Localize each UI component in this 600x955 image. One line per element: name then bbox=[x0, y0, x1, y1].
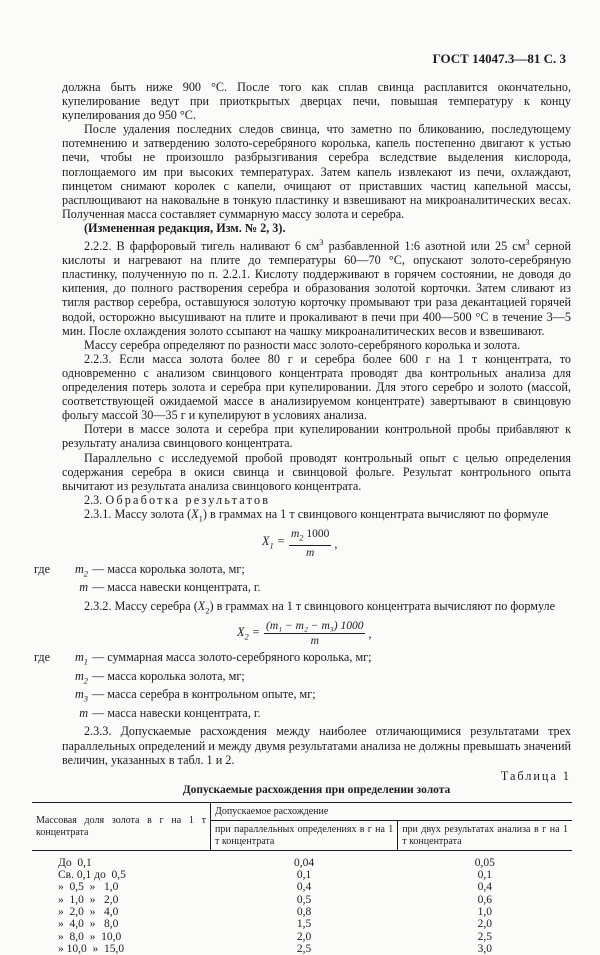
table-number: Таблица 1 bbox=[500, 768, 571, 783]
formula-silver: $X_2$ = $\frac{\text{(m₁ − m₂ − m₃) 1000}}{m}$ , bbox=[237, 620, 372, 648]
table-row: » 1,0 » 2,0 0,5 0,6 bbox=[58, 893, 493, 906]
paragraph-2-2-3: 2.2.3. Если масса золота более 80 г и серебра более 600 г на 1 т концентрата, то одновременно с анализом свинцового концентрата проводят два контрольных анализа для определения потерь золота и серебра при купелировании. Для этого серебро и золото (массой, соответствующей ожидаемой массе в анализируемом концентрате) завертывают в свинцовую фольгу массой 30—35 г и купелируют в условиях анализа. bbox=[62, 351, 571, 423]
amendment-note: (Измененная редакция, Изм. № 2, 3). bbox=[84, 220, 286, 235]
tolerance-table bbox=[32, 802, 572, 955]
paragraph-2-3-1: 2.3.1. Массу золота $(X_1)$ в граммах на 1 т свинцового концентрата вычисляют по формуле bbox=[84, 506, 549, 524]
paragraph-2-3-3: 2.3.3. Допускаемые расхождения между наиболее отличающимися результатами трех параллельных определений и между двумя результатами анализа не должны превышать значений величин, указанных в табл. 1 и 2. bbox=[62, 724, 571, 767]
column-header-range: Массовая доля золота в г на 1 т концентрата bbox=[32, 802, 211, 851]
paragraph: Массу серебра определяют по разности масс золото-серебряного королька и золота. bbox=[84, 337, 521, 352]
legend-silver: где $m_1$ — суммарная масса золото-серебряного королька, мг; $m_2$ — масса королька золота, мг; $m_3$ — масса серебра в контрольном опыте, мг; m — масса навески концентрата, г. bbox=[34, 650, 372, 720]
paragraph: После удаления последних следов свинца, что заметно по бликованию, последующему потемнению и затвердению золото-серебряного королька, капель постепенно двигают к устью печи, чтобы не произошло разбрызгивания серебра вследствие выделения кислорода, поглощаемого им при высоких температурах. Затем капель извлекают из печи, охлаждают, пинцетом снимают королек с капели, очищают от приставших частиц капельной массы, расплющивают на наковальне в тонкую пластинку и взвешивают на микроаналитических весах. Полученная масса составляет суммарную массу золота и серебра. bbox=[62, 122, 571, 221]
table-row: » 0,5 » 1,0 0,4 0,4 bbox=[58, 881, 493, 894]
table-row: » 10,0 » 15,0 2,5 3,0 bbox=[58, 942, 493, 955]
table-row: » 8,0 » 10,0 2,0 2,5 bbox=[58, 930, 493, 943]
column-group-header: Допускаемое расхождение bbox=[211, 802, 573, 821]
paragraph: Потери в массе золота и серебра при купелировании контрольной пробы прибавляют к результату анализа свинцового концентрата. bbox=[62, 422, 571, 451]
table-row: » 4,0 » 8,0 1,5 2,0 bbox=[58, 918, 493, 931]
table-row: До 0,1 0,04 0,05 bbox=[58, 856, 495, 869]
paragraph: должна быть ниже 900 °С. После того как сплав свинца расплавится окончательно, купелирование ведут при приоткрытых дверцах печи, повышая температуру к концу купелирования до 950 °С. bbox=[62, 80, 571, 123]
column-header-two-results: при двух результатах анализа в г на 1 т концентрата bbox=[398, 821, 572, 851]
page-header: ГОСТ 14047.3—81 С. 3 bbox=[432, 51, 566, 66]
paragraph: Параллельно с исследуемой пробой проводят контрольный опыт с целью определения содержания серебра в окиси свинца и свинцовой фольге. Результат контрольного опыта вычитают из результата анализа свинцового концентрата. bbox=[62, 450, 571, 493]
legend-gold: где $m_2$ — масса королька золота, мг; m — масса навески концентрата, г. bbox=[34, 561, 261, 595]
table-row: Св. 0,1 до 0,5 0,1 0,1 bbox=[58, 869, 493, 882]
table-row: » 2,0 » 4,0 0,8 1,0 bbox=[58, 906, 493, 919]
column-header-parallel: при параллельных определениях в г на 1 т концентрата bbox=[211, 821, 398, 851]
document-body bbox=[34, 80, 571, 955]
section-heading: 2.3. Обработка результатов bbox=[84, 492, 271, 507]
table-title: Допускаемые расхождения при определении золота bbox=[182, 783, 451, 796]
formula-gold: $X_1$ = $\frac{m_2 1000}{m}$ , bbox=[262, 528, 338, 559]
paragraph-2-2-2: 2.2.2. В фарфоровый тигель наливают 6 $см^3$ разбавленной 1:6 азотной или 25 $см^3$ серной кислоты и нагревают на плите до температуры 60—70 °С, опускают золото-серебряную пластинку, полученную по п. 2.2.1. Кислоту поддерживают в горячем состоянии, не доводя до кипения, до полного растворения серебра и образования золотой корточки. Затем сливают из тигля раствор серебра, оставшуюся золотую корточку промывают три раза декантацией горячей водой, осторожно высушивают на плите и прокаливают в печи при 400—500 °С в течение 3—5 мин. После охлаждения золото ссыпают на чашку микроаналитических весов и взвешивают. bbox=[62, 237, 571, 338]
paragraph-2-3-2: 2.3.2. Массу серебра $(X_2)$ в граммах на 1 т свинцового концентрата вычисляют по формуле bbox=[84, 598, 556, 616]
